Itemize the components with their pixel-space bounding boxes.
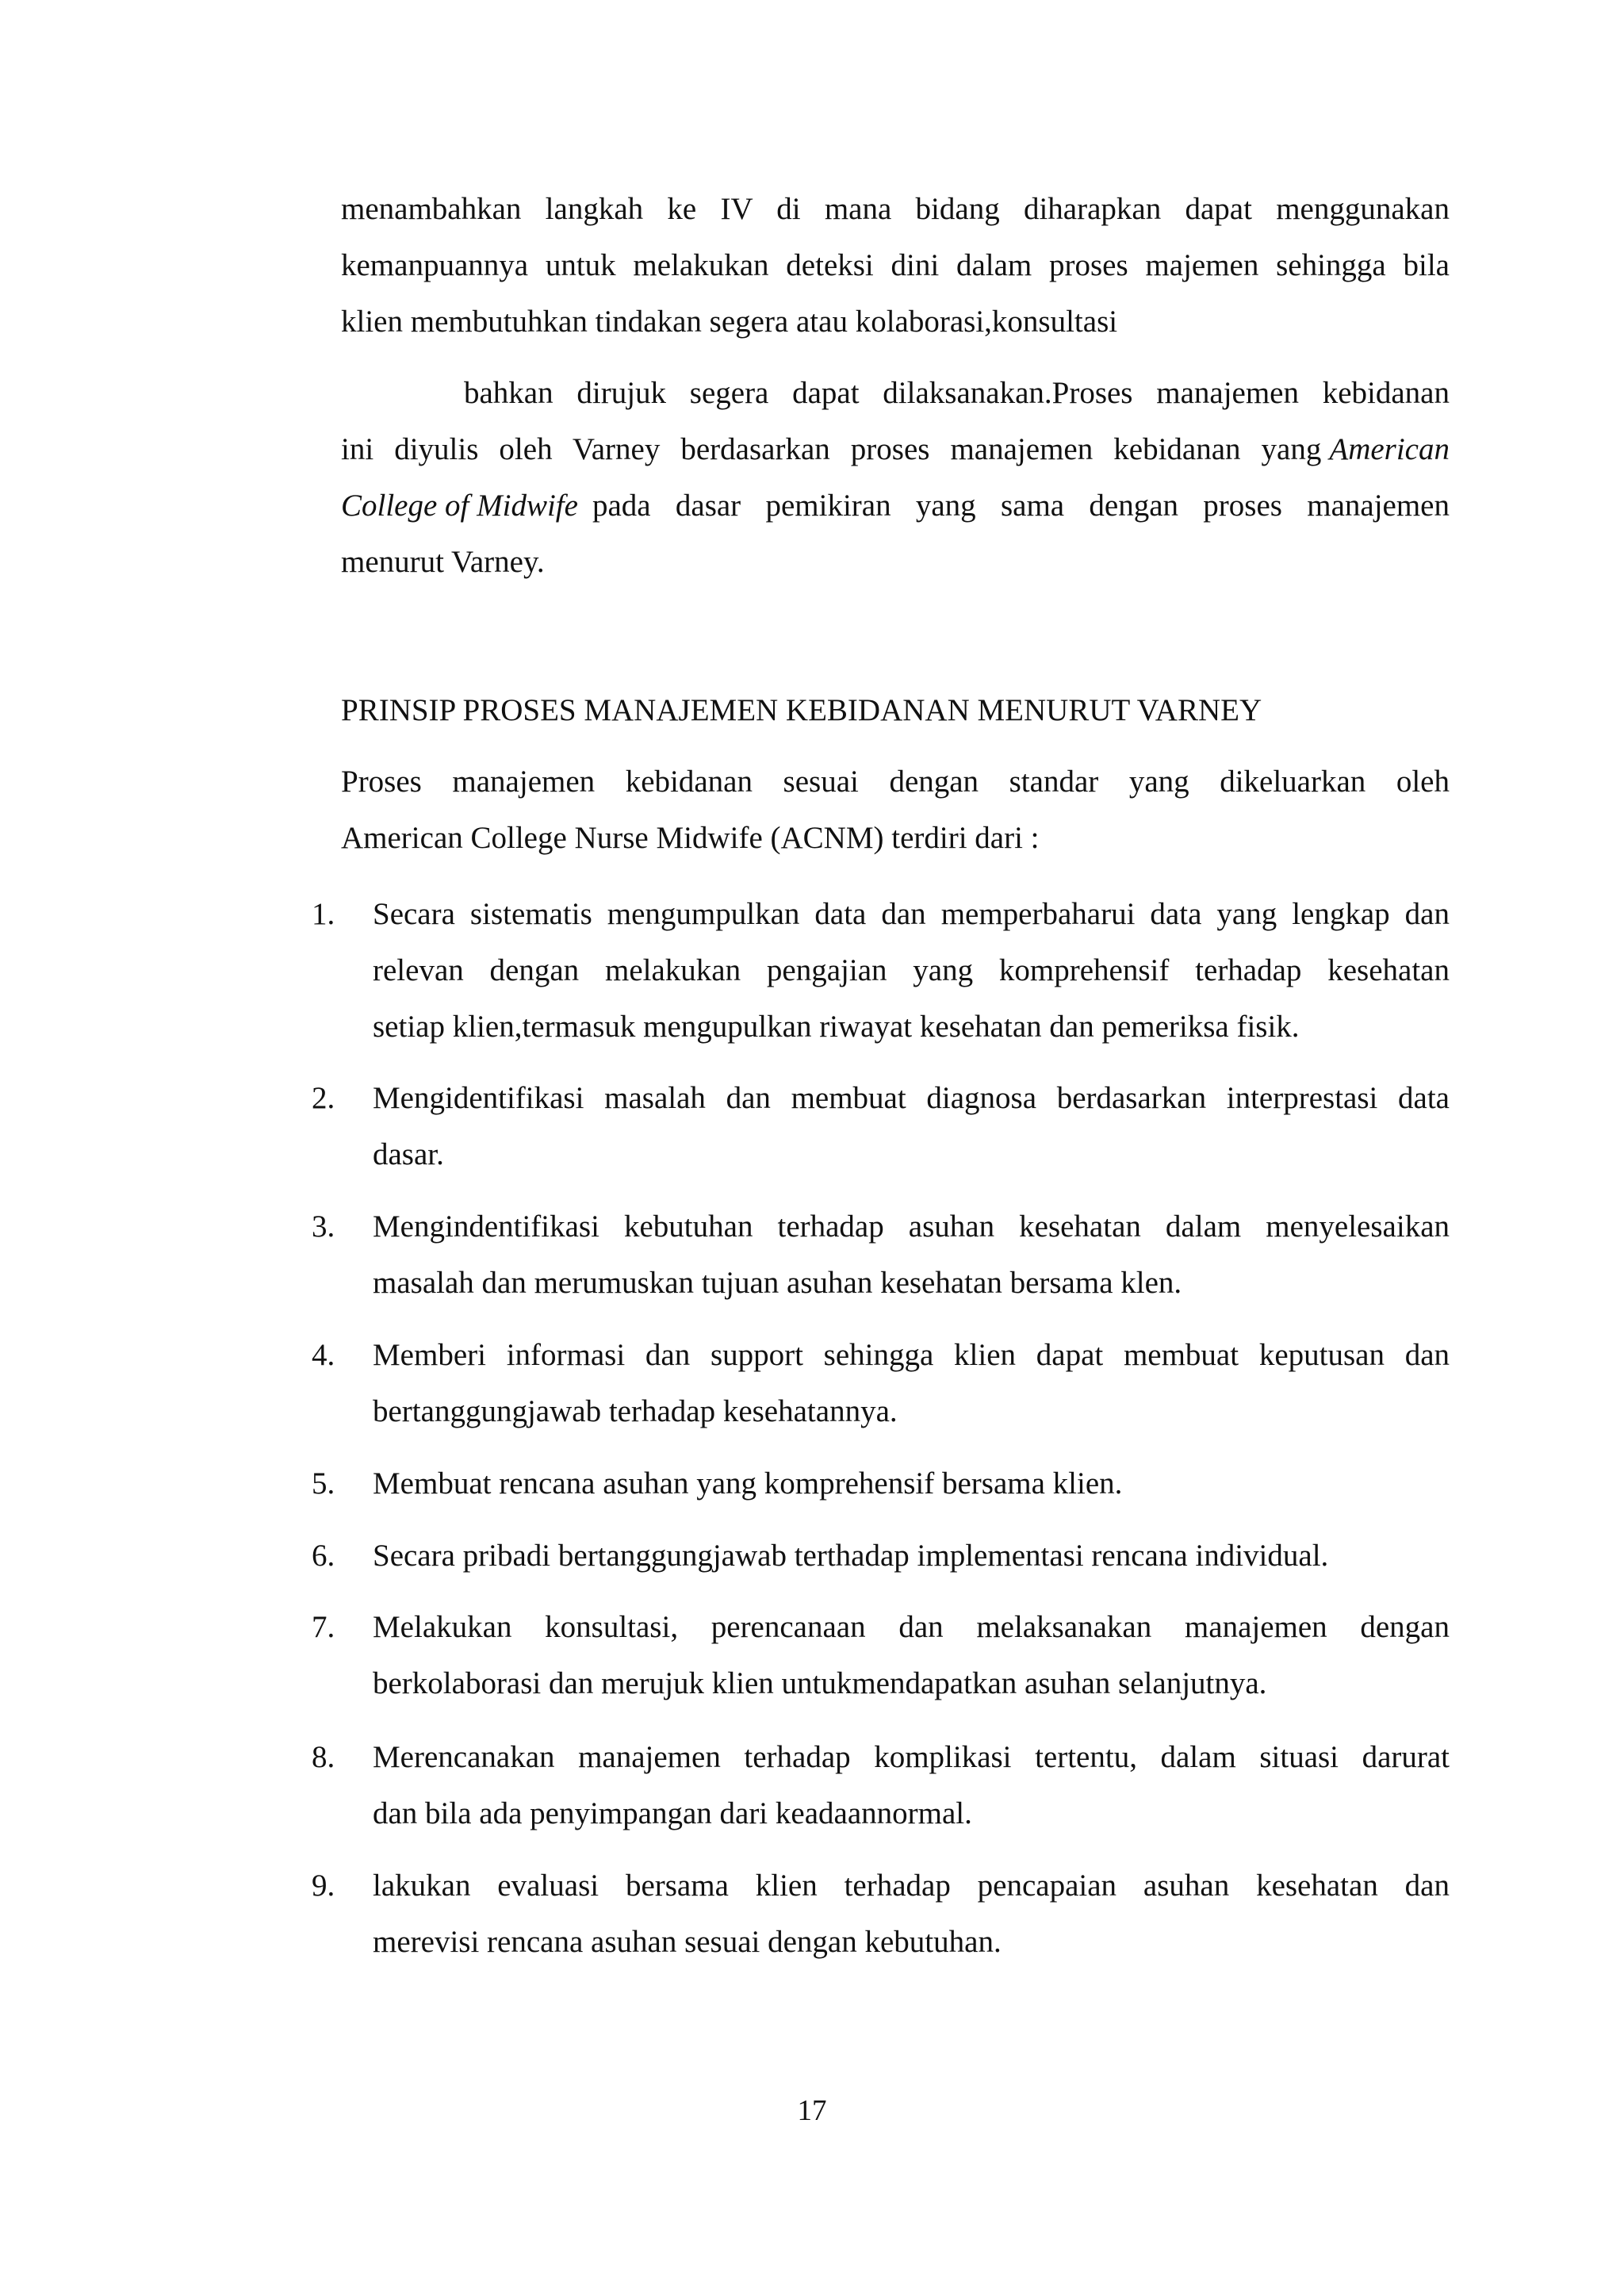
list-line: lakukan evaluasi bersama klien terhadap pencapaian asuhan kesehatan dan [373, 1869, 1450, 1903]
list-line: Melakukan konsultasi, perencanaan dan melaksanakan manajemen dengan [373, 1610, 1450, 1644]
list-line: bertanggungjawab terhadap kesehatannya. [373, 1394, 898, 1428]
paragraph-line [341, 421, 1450, 477]
italic-term: American [1329, 432, 1450, 466]
list-number: 8. [312, 1740, 335, 1774]
list-number: 2. [312, 1081, 335, 1115]
list-line: Mengidentifikasi masalah dan membuat diagnosa berdasarkan interprestasi data [373, 1081, 1450, 1115]
paragraph-line: klien membutuhkan tindakan segera atau kolaborasi,konsultasi [341, 305, 1118, 339]
list-line: relevan dengan melakukan pengajian yang komprehensif terhadap kesehatan [373, 953, 1450, 987]
list-number: 7. [312, 1610, 335, 1644]
paragraph-line: American College Nurse Midwife (ACNM) terdiri dari : [341, 821, 1040, 855]
paragraph-line: Proses manajemen kebidanan sesuai dengan standar yang dikeluarkan oleh [341, 765, 1450, 799]
list-number: 6. [312, 1539, 335, 1573]
list-item-text [373, 1527, 1450, 1584]
paragraph-line [341, 477, 1450, 534]
list-line: masalah dan merumuskan tujuan asuhan kesehatan bersama klen. [373, 1266, 1182, 1300]
list-item-text [373, 1729, 1450, 1842]
list-line: Mengindentifikasi kebutuhan terhadap asuhan kesehatan dalam menyelesaikan [373, 1209, 1450, 1244]
intro-paragraph [341, 753, 1450, 866]
list-line: Merencanakan manajemen terhadap komplikasi tertentu, dalam situasi darurat [373, 1740, 1450, 1774]
list-number: 1. [312, 897, 335, 931]
paragraph-line: menambahkan langkah ke IV di mana bidang diharapkan dapat menggunakan [341, 192, 1450, 226]
list-number: 4. [312, 1338, 335, 1372]
list-number: 9. [312, 1869, 335, 1903]
list-line: dan bila ada penyimpangan dari keadaannormal. [373, 1796, 972, 1830]
list-item-text [373, 1070, 1450, 1182]
list-item-text [373, 1599, 1450, 1711]
list-line: Memberi informasi dan support sehingga klien dapat membuat keputusan dan [373, 1338, 1450, 1372]
list-line: berkolaborasi dan merujuk klien untukmendapatkan asuhan selanjutnya. [373, 1666, 1267, 1700]
list-line: merevisi rencana asuhan sesuai dengan kebutuhan. [373, 1925, 1002, 1959]
list-item-text [373, 886, 1450, 1055]
italic-term: College of Midwife [341, 489, 578, 523]
list-item-text [373, 1857, 1450, 1970]
list-item-text [373, 1198, 1450, 1311]
paragraph-continuation [341, 181, 1450, 350]
paragraph-line: menurut Varney. [341, 545, 545, 579]
list-item-text [373, 1327, 1450, 1439]
list-item-text [373, 1455, 1450, 1512]
list-line: Secara sistematis mengumpulkan data dan memperbaharui data yang lengkap dan [373, 897, 1450, 931]
list-number: 5. [312, 1466, 335, 1501]
paragraph-line: bahkan dirujuk segera dapat dilaksanakan.Proses manajemen kebidanan [464, 376, 1450, 410]
paragraph-text: pada dasar pemikiran yang sama dengan proses manajemen [592, 489, 1450, 523]
page-number: 17 [797, 2095, 827, 2127]
list-line: Secara pribadi bertanggungjawab terthadap implementasi rencana individual. [373, 1539, 1329, 1573]
list-line: dasar. [373, 1137, 444, 1171]
paragraph-varney [341, 365, 1450, 590]
list-line: setiap klien,termasuk mengupulkan riwayat kesehatan dan pemeriksa fisik. [373, 1010, 1300, 1044]
paragraph-text: ini diyulis oleh Varney berdasarkan proses manajemen kebidanan yang [341, 432, 1322, 466]
list-line: Membuat rencana asuhan yang komprehensif bersama klien. [373, 1466, 1123, 1501]
paragraph-line: kemanpuannya untuk melakukan deteksi dini dalam proses majemen sehingga bila [341, 248, 1450, 282]
list-number: 3. [312, 1209, 335, 1244]
section-heading: PRINSIP PROSES MANAJEMEN KEBIDANAN MENURUT VARNEY [341, 693, 1262, 727]
